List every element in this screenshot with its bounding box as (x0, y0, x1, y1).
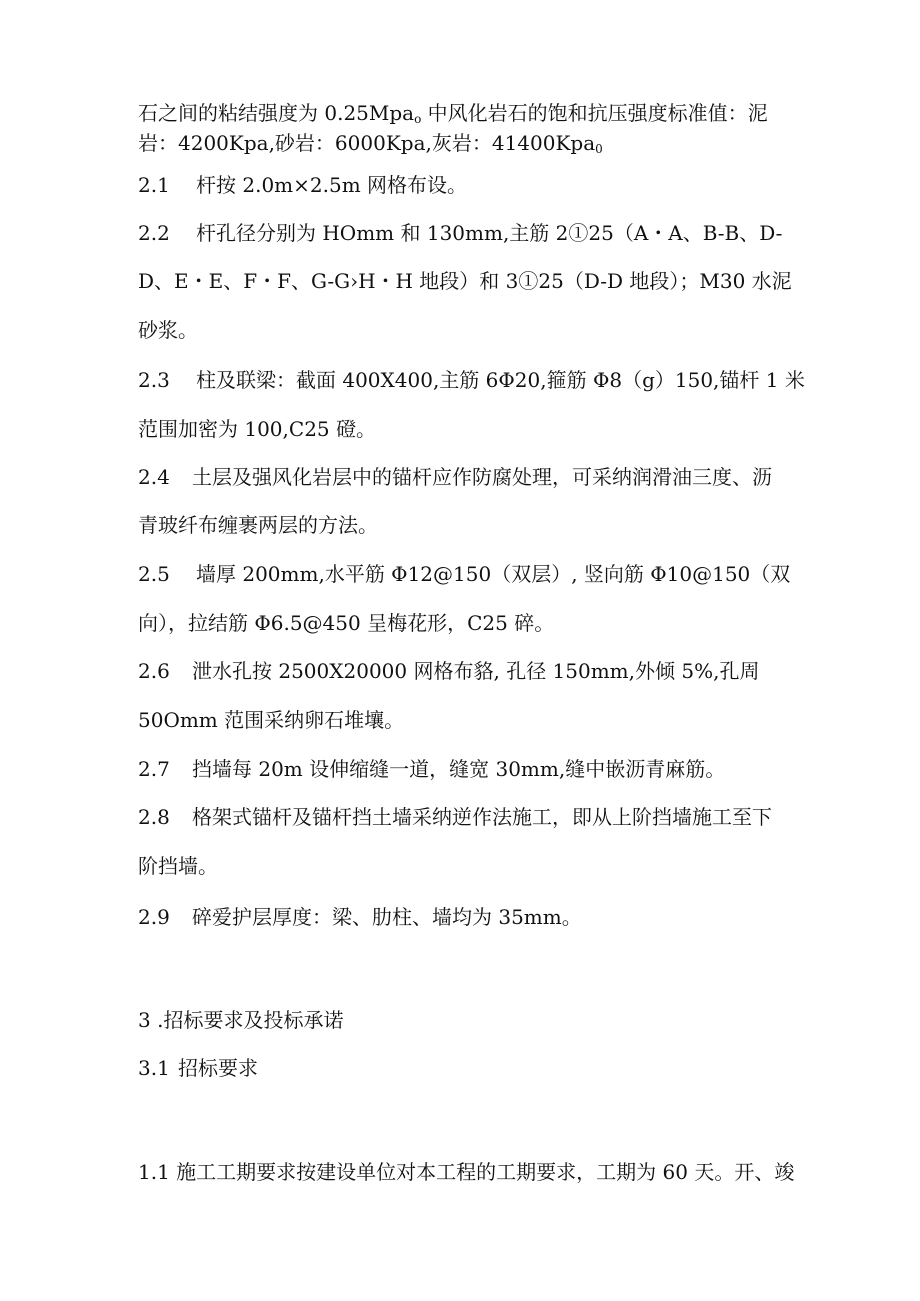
item-text: 柱及联梁：截面 400X400,主筋 6Φ20,箍筋 Φ8（g）150,锚杆 1 米 (196, 368, 805, 392)
item-number: 2.8 (138, 805, 170, 829)
item-number: 2.2 (138, 221, 170, 245)
section-3-title: .招标要求及投标承诺 (150, 1008, 344, 1032)
item-text: 格架式锚杆及锚杆挡土墙采纳逆作法施工，即从上阶挡墙施工至下 (192, 805, 772, 829)
intro-line-1 (138, 100, 768, 126)
intro-line-1-text: 石之间的粘结强度为 0.25Mpa (138, 101, 415, 125)
item-text: 墙厚 200mm,水平筋 Φ12@150（双层）, 竖向筋 Φ10@150（双 (196, 562, 791, 586)
section-3-number: 3 (138, 1008, 151, 1032)
item-2-8 (138, 804, 772, 830)
intro-line-2-text: 岩：4200Kpa,砂岩：6000Kpa,灰岩：41400Kpa (138, 131, 596, 155)
item-number: 2.9 (138, 905, 170, 929)
item-number: 2.7 (138, 757, 170, 781)
item-number: 2.6 (138, 659, 170, 683)
intro-line-1-sub: o (414, 112, 422, 126)
item-2-9 (138, 904, 582, 930)
item-number: 2.4 (138, 465, 170, 489)
item-text: 杆按 2.0m×2.5m 网格布设。 (196, 173, 468, 197)
item-2-7 (138, 756, 725, 782)
item-text: 碎爱护层厚度：梁、肋柱、墙均为 35mm。 (192, 905, 582, 929)
item-2-5-line-2: 向），拉结筋 Φ6.5@450 呈梅花形，C25 碎。 (138, 611, 555, 635)
intro-line-2-sub: 0 (595, 142, 603, 156)
item-text: 土层及强风化岩层中的锚杆应作防腐处理，可采纳润滑油三度、沥 (192, 465, 772, 489)
item-2-4-line-2: 青玻纤布缠裹两层的方法。 (138, 513, 378, 537)
item-number: 2.3 (138, 368, 170, 392)
item-2-5 (138, 561, 790, 587)
item-2-8-line-2: 阶挡墙。 (138, 854, 218, 878)
item-2-6 (138, 658, 759, 684)
item-2-3 (138, 367, 805, 393)
section-3-1-title: 招标要求 (178, 1056, 258, 1080)
item-2-3-line-2: 范围加密为 100,C25 磴。 (138, 417, 376, 441)
intro-line-1-text-b: 中风化岩石的饱和抗压强度标准值：泥 (421, 101, 768, 125)
paragraph-1-1: 1.1 施工工期要求按建设单位对本工程的工期要求，工期为 60 天。开、竣 (138, 1160, 795, 1184)
item-text: 泄水孔按 2500X20000 网格布貉, 孔径 150mm,外倾 5%,孔周 (192, 659, 760, 683)
section-3-1-heading (138, 1055, 258, 1081)
intro-line-2 (138, 130, 603, 156)
item-2-2-line-3: 砂浆。 (138, 318, 198, 342)
item-number: 2.1 (138, 173, 170, 197)
item-2-2 (138, 220, 782, 246)
item-2-4 (138, 464, 772, 490)
section-3-heading (138, 1007, 343, 1033)
section-3-1-number: 3.1 (138, 1056, 170, 1080)
item-text: 杆孔径分别为 HOmm 和 130mm,主筋 2①25（A・A、B-B、D- (196, 221, 783, 245)
item-2-2-line-2: D、E・E、F・F、G-G›H・H 地段）和 3①25（D-D 地段）；M30 水泥 (138, 269, 792, 293)
item-number: 2.5 (138, 562, 170, 586)
item-2-6-line-2: 50Omm 范围采纳卵石堆壤。 (138, 708, 405, 732)
item-2-1 (138, 172, 467, 198)
item-text: 挡墙每 20m 设伸缩缝一道，缝宽 30mm,缝中嵌沥青麻筋。 (192, 757, 726, 781)
